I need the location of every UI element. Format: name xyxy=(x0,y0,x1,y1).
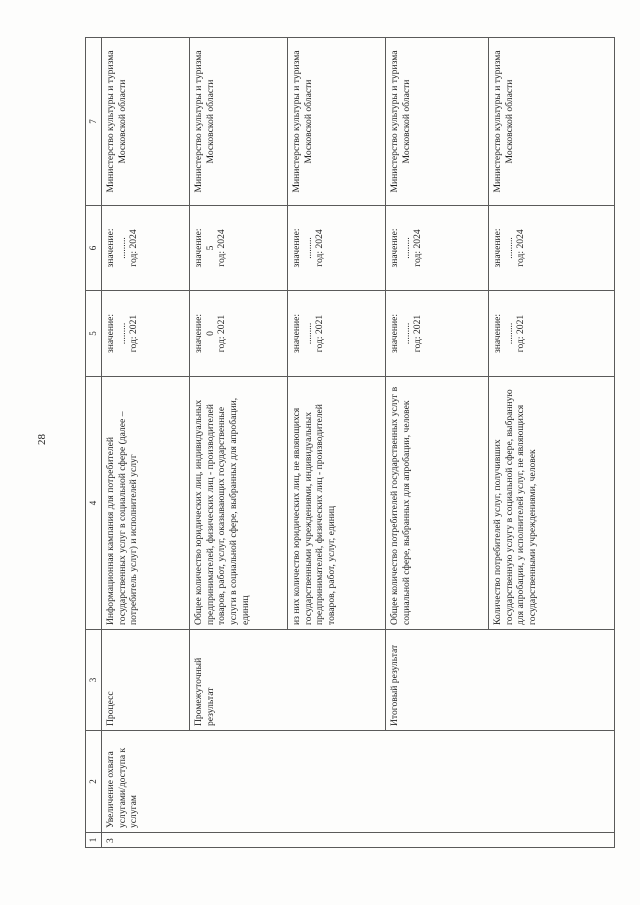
value-label: значение: xyxy=(389,228,400,268)
header-row xyxy=(86,38,102,848)
indicators-table xyxy=(85,37,615,848)
col-header-7: 7 xyxy=(86,38,102,206)
value-placeholder: ......... xyxy=(302,237,314,259)
value-number: 5 xyxy=(204,245,216,251)
year-label: год: 2024 xyxy=(412,229,424,267)
base-value-cell xyxy=(489,291,615,377)
year-label: год: 2024 xyxy=(216,229,228,267)
stage-cell: Процесс xyxy=(102,630,190,731)
target-value-cell xyxy=(102,206,190,291)
col-header-3: 3 xyxy=(86,630,102,731)
value-label: значение: xyxy=(193,228,204,268)
year-label: год: 2021 xyxy=(515,314,527,353)
indicator-cell: Информационная кампания для потребителей государственных услуг в социальной сфере (далее – потребитель услуг) и исполнителей услуг xyxy=(102,377,190,630)
year-label: год: 2021 xyxy=(128,314,140,353)
indicator-cell: Общее количество юридических лиц, индивидуальных предпринимателей, физических лиц - производителей товаров, работ, услуг, оказывающих государственные услуги в социальной сфере, выбранных для апробации, единиц xyxy=(190,377,288,630)
responsible-cell: Министерство культуры и туризма Московской области xyxy=(489,38,615,206)
value-label: значение: xyxy=(492,228,503,268)
task-cell: Увеличение охвата услугами/доступа к услугам xyxy=(102,731,615,833)
indicator-cell: из них количество юридических лиц, не являющихся государственными учреждениями, индивидуальных предпринимателей, физических лиц - производителей товаров, работ, услуг, единиц xyxy=(288,377,386,630)
row-number: 3 xyxy=(102,833,615,848)
base-value-cell xyxy=(190,291,288,377)
target-value-cell xyxy=(190,206,288,291)
year-label: год: 2021 xyxy=(314,314,326,353)
value-placeholder: ......... xyxy=(503,237,515,259)
col-header-5: 5 xyxy=(86,291,102,377)
value-placeholder: ......... xyxy=(116,237,128,259)
value-label: значение: xyxy=(492,313,503,354)
rotated-table-container xyxy=(85,38,615,848)
indicator-cell: Количество потребителей услуг, получивших государственную услугу в социальной сфере, выбранную для апробации, у исполнителей услуг, не являющихся государственными учреждениями, человек xyxy=(489,377,615,630)
value-label: значение: xyxy=(389,313,400,354)
responsible-cell: Министерство культуры и туризма Московской области xyxy=(102,38,190,206)
value-label: значение: xyxy=(105,313,116,354)
target-value-cell xyxy=(288,206,386,291)
page-number: 28 xyxy=(36,434,48,445)
value-placeholder: ......... xyxy=(400,322,412,345)
table-row xyxy=(190,38,288,848)
value-placeholder: ......... xyxy=(503,322,515,345)
col-header-2: 2 xyxy=(86,731,102,833)
table-row xyxy=(102,38,190,848)
col-header-1: 1 xyxy=(86,833,102,848)
year-label: год: 2024 xyxy=(515,229,527,267)
responsible-cell: Министерство культуры и туризма Московской области xyxy=(288,38,386,206)
year-label: год: 2021 xyxy=(216,314,228,353)
value-label: значение: xyxy=(291,313,302,354)
target-value-cell xyxy=(386,206,489,291)
value-label: значение: xyxy=(291,228,302,268)
table-row xyxy=(386,38,489,848)
col-header-6: 6 xyxy=(86,206,102,291)
value-placeholder: ......... xyxy=(302,322,314,345)
value-label: значение: xyxy=(105,228,116,268)
value-label: значение: xyxy=(193,313,204,354)
base-value-cell xyxy=(102,291,190,377)
base-value-cell xyxy=(288,291,386,377)
value-placeholder: ......... xyxy=(400,237,412,259)
year-label: год: 2024 xyxy=(314,229,326,267)
value-placeholder: ......... xyxy=(116,322,128,345)
responsible-cell: Министерство культуры и туризма Московской области xyxy=(386,38,489,206)
indicator-cell: Общее количество потребителей государственных услуг в социальной сфере, выбранных для апробации, человек xyxy=(386,377,489,630)
stage-cell: Итоговый результат xyxy=(386,630,615,731)
target-value-cell xyxy=(489,206,615,291)
year-label: год: 2024 xyxy=(128,229,140,267)
col-header-4: 4 xyxy=(86,377,102,630)
value-number: 0 xyxy=(204,331,216,336)
year-label: год: 2021 xyxy=(412,314,424,353)
responsible-cell: Министерство культуры и туризма Московской области xyxy=(190,38,288,206)
base-value-cell xyxy=(386,291,489,377)
stage-cell: Промежуточный результат xyxy=(190,630,386,731)
